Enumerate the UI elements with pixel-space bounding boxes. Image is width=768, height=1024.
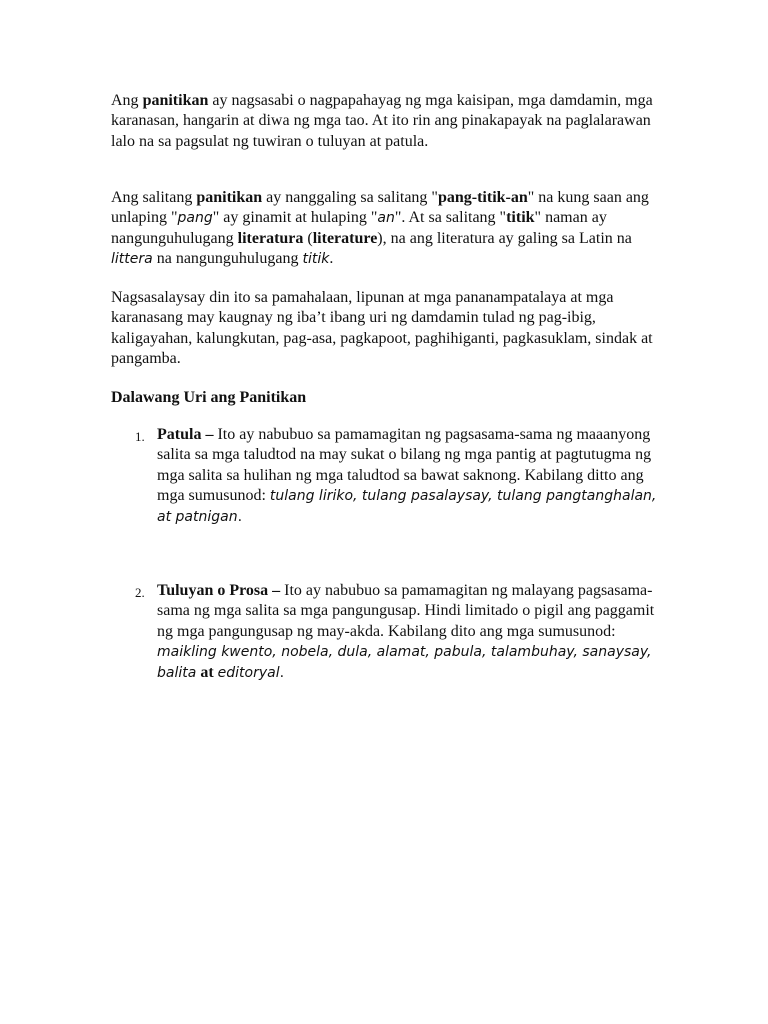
bold-term: panitikan [142, 92, 209, 109]
italic-term: an [377, 210, 395, 227]
item-dash: – [201, 426, 218, 443]
list-number: 2. [135, 585, 145, 600]
item-examples: tulang liriko, tulang pasalaysay, tulang pangtanghalan, at patnigan [157, 488, 657, 525]
section-heading: Dalawang Uri ang Panitikan [111, 389, 307, 406]
bold-term: pang-titik-an [437, 189, 528, 206]
text-run: ( [303, 229, 313, 247]
text-run: ay nagsasabi o nagpapahayag ng mga kaisipan, mga damdamin, mga karanasan, hangarin at diwa ng mga tao. At ito rin ang pinakapayak na paglalarawan lalo na sa pagsulat ng tuwiran o tuluyan at patula. [111, 92, 653, 150]
list-item-text [157, 425, 662, 527]
bold-term: literatura [237, 229, 304, 247]
italic-term: titik [302, 251, 330, 268]
text-run: " naman ay nangunguhulugang [111, 209, 607, 247]
bold-term: panitikan [196, 189, 263, 206]
item-dash: – [268, 582, 285, 599]
list-item-text [157, 581, 662, 683]
item-title: Tuluyan o Prosa [157, 582, 269, 599]
text-run: ay nanggaling sa salitang " [262, 189, 438, 206]
intro-paragraph [111, 91, 656, 152]
text-run: ". At sa salitang " [394, 209, 507, 227]
bold-term: titik [506, 209, 535, 227]
italic-term: pang [177, 210, 213, 227]
item-end: . [279, 664, 285, 681]
bold-term: literature [312, 229, 378, 247]
item-examples-last: editoryal [217, 664, 280, 681]
text-run: ), na ang literatura ay galing sa Latin na [377, 229, 632, 247]
item-conjunction: at [196, 663, 218, 681]
text-run: . [329, 250, 334, 268]
description-paragraph: Nagsasalaysay din ito sa pamahalaan, lipunan at mga pananampatalaya at mga karanasang may kaugnay ng iba’t ibang uri ng damdamin tulad ng pag-ibig, kaligayahan, kalungkutan, pag-asa, pagkapoot, paghihiganti, pagkasuklam, sindak at pangamba. [111, 289, 653, 368]
item-title: Patula [157, 426, 202, 443]
list-number: 1. [135, 429, 145, 444]
item-end: . [237, 508, 243, 525]
item-examples: maikling kwento, nobela, dula, alamat, pabula, talambuhay, sanaysay, balita [157, 644, 652, 681]
item-body: Ito ay nabubuo sa pamamagitan ng pagsasama-sama ng maaanyong salita sa mga taludtod na may sukat o bilang ng mga pantig at pagtutugma ng mga salita sa hulihan ng mga taludtod sa bawat saknong. Kabilang ditto ang mga sumusunod: [157, 426, 652, 505]
text-run: Ang [111, 92, 143, 109]
text-run: Ang salitang [111, 189, 197, 206]
text-run: " na kung saan ang unlaping " [111, 189, 649, 227]
text-run: na nangunguhulugang [152, 250, 303, 268]
item-body: Ito ay nabubuo sa pamamagitan ng malayang pagsasama-sama ng mga salita sa mga pangungusap. Hindi limitado o pigil ang paggamit ng mga pangungusap ng may-akda. Kabilang dito ang mga sumusunod: [157, 582, 655, 640]
italic-term: littera [111, 251, 153, 268]
etymology-paragraph [111, 188, 656, 270]
text-run: " ay ginamit at hulaping " [212, 209, 378, 227]
